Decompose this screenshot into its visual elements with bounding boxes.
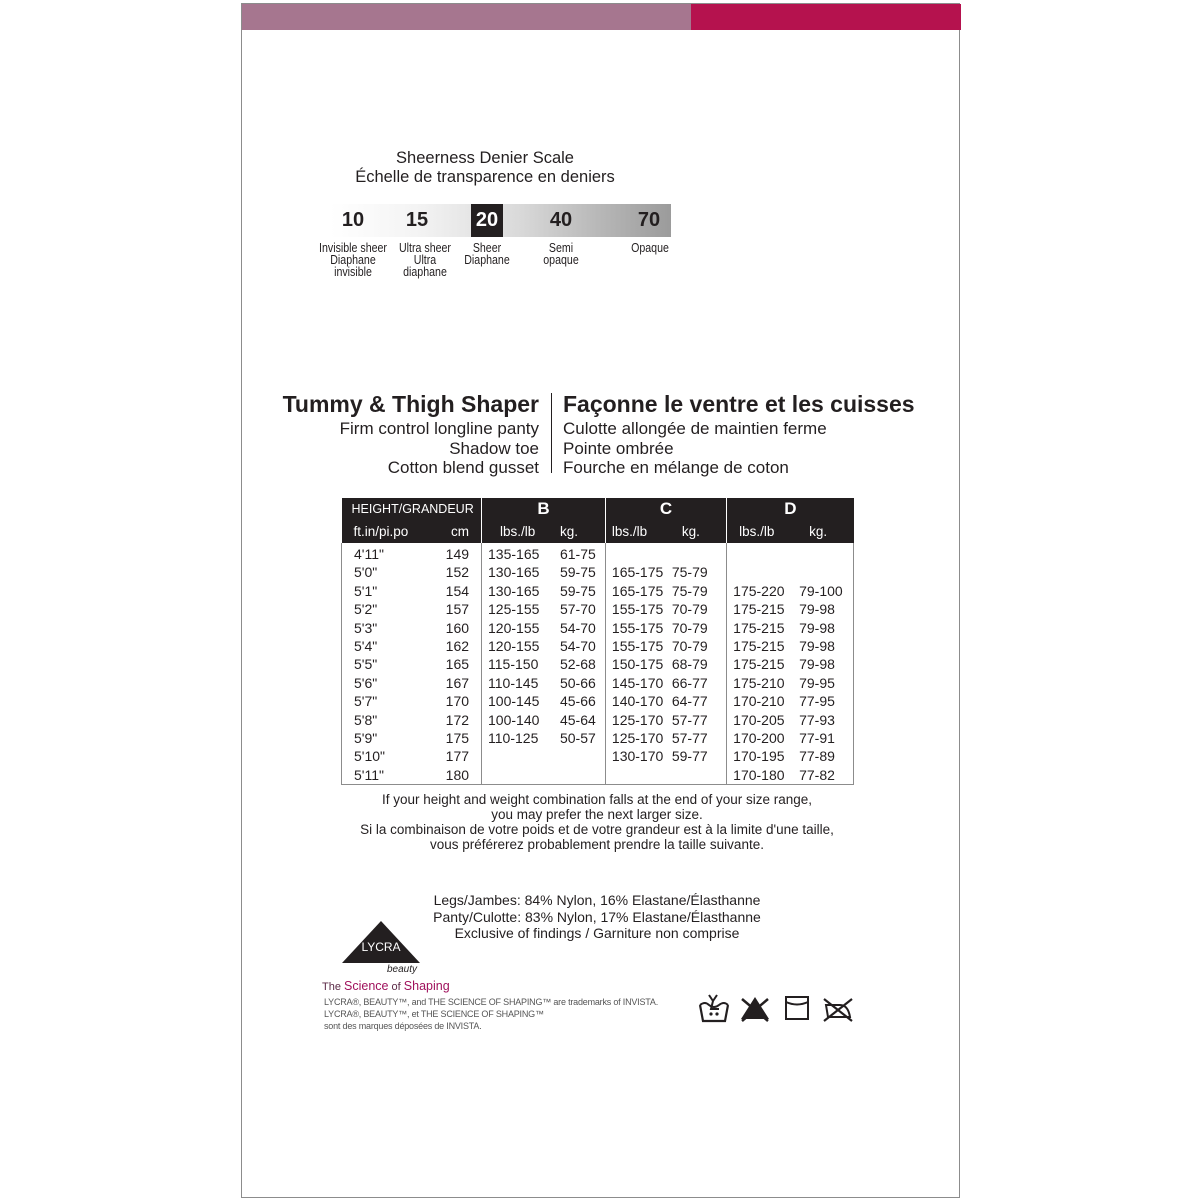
cell-b-lbs: 110-125 (482, 729, 560, 747)
size-d-header: D (727, 498, 854, 520)
cell-d-lbs (727, 563, 799, 581)
cell-c-lbs: 140-170 (605, 692, 671, 710)
cell-b-lbs: 115-150 (482, 655, 560, 673)
cell-b-lbs: 100-145 (482, 692, 560, 710)
cell-d-lbs: 170-210 (727, 692, 799, 710)
height-header: HEIGHT/GRANDEUR (342, 498, 482, 520)
cell-c-lbs: 165-175 (605, 582, 671, 600)
table-row (342, 637, 854, 655)
fiber-panty: Panty/Culotte: 83% Nylon, 17% Elastane/Élasthanne (433, 908, 761, 925)
cell-d-lbs: 170-205 (727, 711, 799, 729)
top-band-magenta (691, 4, 961, 30)
table-row (342, 729, 854, 747)
cell-ft: 5'1" (342, 582, 414, 600)
cm-header: cm (414, 520, 482, 543)
cell-b-kg: 45-64 (559, 711, 596, 728)
cell-c-lbs: 155-175 (605, 637, 671, 655)
top-band-mauve (242, 4, 691, 30)
denier-scale-bar (330, 204, 671, 237)
denier-20-selected: 20 (471, 204, 503, 237)
denier-10: 10 (341, 209, 365, 231)
cell-b-kg (560, 766, 605, 785)
d-lbs-header: lbs./lb (727, 520, 799, 543)
cell-b-lbs: 120-155 (482, 637, 560, 655)
table-row (342, 543, 854, 563)
cell-d-kg: 79-100 (799, 582, 853, 600)
table-row (342, 711, 854, 729)
cell-b-lbs: 130-165 (482, 582, 560, 600)
cell-d-lbs: 170-195 (727, 747, 799, 765)
b-kg-header: kg. (560, 520, 605, 543)
denier-15: 15 (405, 209, 429, 231)
cell-c-lbs: 125-170 (605, 729, 671, 747)
fiber-findings: Exclusive of findings / Garniture non comprise (454, 925, 740, 941)
cell-d-kg: 77-82 (799, 766, 853, 785)
feature-en-1: Firm control longline panty (339, 419, 539, 438)
fiber-legs: Legs/Jambes: 84% Nylon, 16% Elastane/Élasthanne (433, 892, 761, 908)
cell-cm: 180 (414, 766, 482, 785)
cell-ft: 5'4" (342, 637, 414, 655)
cell-ft: 5'3" (342, 619, 414, 637)
table-row (342, 766, 854, 785)
table-row (342, 747, 854, 765)
cell-b-kg: 59-75 (559, 564, 596, 581)
cell-d-kg: 77-95 (799, 692, 853, 710)
b-lbs-header: lbs./lb (482, 520, 560, 543)
denier-70: 70 (637, 209, 661, 231)
table-row (342, 619, 854, 637)
scale-title-en: Sheerness Denier Scale (396, 149, 574, 167)
size-note-1: If your height and weight combination falls at the end of your size range, (381, 792, 812, 807)
cell-c-lbs (605, 543, 671, 563)
cell-cm: 149 (445, 546, 470, 562)
no-iron-icon (820, 991, 854, 1025)
cell-c-kg: 68-79 (671, 656, 708, 673)
size-note-3: Si la combinaison de votre poids et de votre grandeur est à la limite d'une taille, (360, 822, 834, 837)
denier-40: 40 (549, 209, 573, 231)
cell-b-kg (560, 747, 605, 765)
cell-cm: 152 (445, 564, 470, 581)
cell-b-kg: 50-57 (559, 730, 596, 747)
label-card (241, 3, 960, 1198)
cell-b-lbs: 125-155 (482, 600, 560, 618)
cell-d-lbs: 170-200 (727, 729, 799, 747)
cell-c-kg: 75-79 (671, 582, 708, 599)
cell-b-kg: 61-75 (559, 546, 596, 562)
cell-cm: 157 (445, 601, 470, 618)
cell-c-kg (672, 766, 727, 785)
size-chart-body (342, 543, 854, 785)
cell-b-kg: 57-70 (559, 601, 596, 618)
lycra-beauty: beauty (387, 964, 418, 975)
table-row (342, 655, 854, 673)
cell-d-kg: 77-89 (799, 747, 853, 765)
cell-d-lbs: 175-210 (727, 674, 799, 692)
table-row (342, 582, 854, 600)
denier-label-10: Invisible sheer Diaphane invisible (319, 241, 387, 279)
cell-d-kg (799, 563, 853, 581)
c-kg-header: kg. (672, 520, 727, 543)
cell-d-lbs: 170-180 (727, 766, 799, 785)
cell-c-kg: 57-77 (671, 711, 708, 728)
cell-ft: 5'9" (342, 729, 414, 747)
cell-d-lbs (727, 543, 799, 563)
product-heading-en (239, 389, 539, 478)
cell-ft: 4'11" (342, 543, 414, 563)
cell-d-lbs: 175-215 (727, 637, 799, 655)
cell-b-kg: 50-66 (559, 674, 596, 691)
cell-ft: 5'2" (342, 600, 414, 618)
table-row (342, 600, 854, 618)
cell-c-lbs: 125-170 (605, 711, 671, 729)
cell-d-lbs: 175-215 (727, 655, 799, 673)
cell-b-lbs: 130-165 (482, 563, 560, 581)
cell-ft: 5'5" (342, 655, 414, 673)
cell-d-kg: 79-98 (799, 619, 853, 637)
cell-d-lbs: 175-215 (727, 619, 799, 637)
feature-fr-1: Culotte allongée de maintien ferme (563, 419, 827, 438)
feature-fr-2: Pointe ombrée (563, 438, 674, 458)
cell-c-lbs: 145-170 (605, 674, 671, 692)
cell-c-kg: 66-77 (671, 674, 708, 691)
cell-d-lbs: 175-220 (727, 582, 799, 600)
size-b-header: B (482, 498, 606, 520)
trademark-notice: LYCRA®, BEAUTY™, and THE SCIENCE OF SHAPING™ are trademarks of INVISTA. LYCRA®, BEAUTY™, et THE SCIENCE OF SHAPING™ sont des marques déposées de INVISTA. (324, 997, 659, 1031)
cell-d-kg: 79-98 (799, 655, 853, 673)
cell-ft: 5'6" (342, 674, 414, 692)
size-chart-table (341, 498, 854, 785)
cell-c-lbs: 155-175 (605, 600, 671, 618)
cell-d-kg: 79-98 (799, 637, 853, 655)
cell-c-kg: 64-77 (671, 693, 708, 710)
c-lbs-header: lbs./lb (605, 520, 671, 543)
hand-wash-icon (697, 991, 731, 1025)
cell-b-kg: 59-75 (559, 582, 596, 599)
cell-cm: 165 (445, 656, 470, 673)
lycra-tagline: The Science of Shaping (322, 979, 450, 993)
table-row (342, 563, 854, 581)
cell-c-lbs (605, 766, 671, 785)
feature-en-3: Cotton blend gusset (387, 458, 539, 477)
cell-c-lbs: 155-175 (605, 619, 671, 637)
cell-cm: 154 (445, 582, 470, 599)
denier-label-70: Opaque (631, 241, 669, 255)
feature-fr-3: Fourche en mélange de coton (563, 458, 789, 477)
cell-c-kg: 70-79 (671, 601, 708, 618)
tumble-dry-icon (780, 991, 814, 1025)
denier-label-20: Sheer Diaphane (464, 241, 510, 267)
cell-ft: 5'0" (342, 563, 414, 581)
cell-d-kg: 77-93 (799, 711, 853, 729)
table-row (342, 692, 854, 710)
cell-ft: 5'10" (342, 747, 414, 765)
cell-d-kg: 77-91 (799, 729, 853, 747)
cell-cm: 170 (445, 693, 470, 710)
no-bleach-icon (738, 991, 772, 1025)
cell-c-lbs: 165-175 (605, 563, 671, 581)
cell-b-lbs: 135-165 (482, 543, 560, 563)
cell-b-lbs (482, 766, 560, 785)
lycra-logo-text: LYCRA (361, 940, 401, 954)
cell-ft: 5'7" (342, 692, 414, 710)
cell-b-lbs: 120-155 (482, 619, 560, 637)
cell-cm: 177 (445, 748, 470, 765)
cell-ft: 5'8" (342, 711, 414, 729)
cell-b-kg: 45-66 (559, 693, 596, 710)
cell-c-lbs: 130-170 (605, 747, 671, 765)
cell-d-kg (799, 543, 853, 563)
cell-b-kg: 54-70 (559, 638, 596, 655)
size-c-header: C (605, 498, 726, 520)
denier-label-15: Ultra sheer Ultra diaphane (399, 241, 451, 279)
denier-label-40: Semi opaque (543, 241, 579, 267)
scale-title-fr: Échelle de transparence en deniers (355, 168, 615, 186)
cell-c-kg: 70-79 (671, 638, 708, 655)
size-note-4: vous préférerez probablement prendre la taille suivante. (430, 837, 764, 852)
cell-ft: 5'11" (342, 766, 414, 785)
product-name-en: Tummy & Thigh Shaper (282, 391, 539, 417)
product-name-fr: Façonne le ventre et les cuisses (563, 391, 915, 417)
feature-en-2: Shadow toe (449, 438, 539, 458)
cell-c-kg: 75-79 (671, 564, 708, 581)
product-heading-fr (563, 389, 963, 478)
cell-c-kg: 70-79 (671, 619, 708, 636)
cell-b-lbs (482, 747, 560, 765)
table-row (342, 674, 854, 692)
cell-b-kg: 52-68 (559, 656, 596, 673)
cell-cm: 175 (445, 730, 470, 747)
cell-c-kg (672, 543, 727, 563)
cell-cm: 167 (445, 674, 470, 691)
heading-divider (551, 393, 552, 473)
d-kg-header: kg. (799, 520, 853, 543)
cell-d-lbs: 175-215 (727, 600, 799, 618)
cell-c-kg: 57-77 (671, 730, 708, 747)
cell-b-lbs: 100-140 (482, 711, 560, 729)
size-note-2: you may prefer the next larger size. (491, 807, 703, 822)
cell-b-kg: 54-70 (559, 619, 596, 636)
cell-d-kg: 79-98 (799, 600, 853, 618)
cell-c-lbs: 150-175 (605, 655, 671, 673)
cell-c-kg: 59-77 (671, 748, 708, 765)
cell-b-lbs: 110-145 (482, 674, 560, 692)
cell-cm: 160 (445, 619, 470, 636)
ft-header: ft.in/pi.po (342, 520, 414, 543)
cell-d-kg: 79-95 (799, 674, 853, 692)
cell-cm: 172 (445, 711, 470, 728)
cell-cm: 162 (445, 638, 470, 655)
